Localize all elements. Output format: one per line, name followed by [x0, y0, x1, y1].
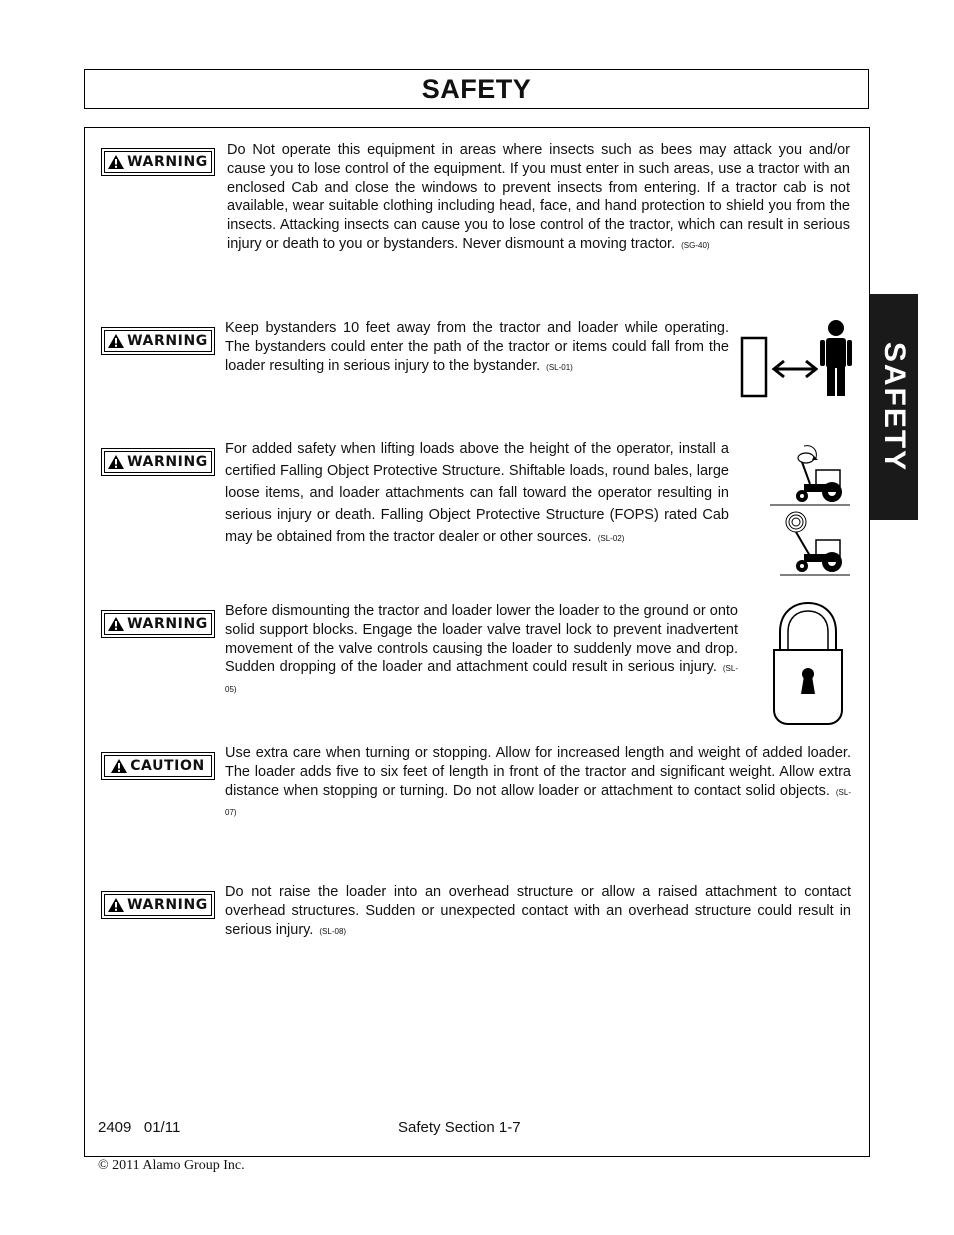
message-text: Before dismounting the tractor and loader lower the loader to the ground or onto solid support blocks. Engage the loader valve travel lock to prevent inadvertent movement of the valve controls causing the loader to suddenly move and drop. Sudden dropping of the loader and attachment could result in serious injury.: [225, 603, 738, 676]
doc-number: 2409 01/11: [98, 1119, 181, 1136]
page-number: Safety Section 1-7: [398, 1119, 521, 1136]
safety-message-sl08: [225, 883, 851, 941]
message-text: Do not raise the loader into an overhead structure or allow a raised attachment to contact overhead structures. Sudden or unexpected contact with an overhead structure could result in serious injury.: [225, 884, 851, 938]
signal-word: WARNING: [127, 616, 208, 632]
warning-badge: [101, 891, 215, 919]
message-code: (SL-05): [225, 664, 738, 695]
warning-badge: [101, 148, 215, 176]
safety-message-sl05: [225, 602, 738, 700]
safety-message-sl07: [225, 744, 851, 823]
message-code: (SL-07): [225, 787, 851, 818]
warning-triangle-icon: [108, 334, 124, 348]
warning-triangle-icon: [108, 617, 124, 631]
message-text: Keep bystanders 10 feet away from the tractor and loader while operating. The bystanders could enter the path of the tractor or items could fall from the loader resulting in serious injury to the bystander.: [225, 320, 729, 374]
safety-message-sl02: [225, 438, 729, 550]
falling-object-tractor-icon: [766, 438, 852, 578]
message-code: (SG-40): [681, 240, 710, 250]
warning-triangle-icon: [108, 455, 124, 469]
padlock-icon: [770, 600, 846, 728]
message-text: For added safety when lifting loads above the height of the operator, install a certified Falling Object Protective Structure. Shiftable loads, round bales, large loose items, and loader attachments can fall toward the operator resulting in serious injury or death. Falling Object Protective Structure (FOPS) rated Cab may be obtained from the tractor dealer or other sources.: [225, 441, 729, 545]
message-code: (SL-01): [546, 362, 573, 372]
message-code: (SL-08): [319, 926, 347, 936]
signal-word: CAUTION: [130, 758, 205, 774]
warning-triangle-icon: [108, 898, 124, 912]
safety-message-sl01: [225, 319, 729, 377]
safety-message-sg40: [227, 141, 850, 256]
signal-word: WARNING: [127, 454, 208, 470]
section-side-tab: [869, 294, 918, 520]
page-header: [84, 69, 869, 109]
signal-word: WARNING: [127, 333, 208, 349]
warning-badge: [101, 448, 215, 476]
caution-badge: [101, 752, 215, 780]
warning-triangle-icon: [111, 759, 127, 773]
warning-triangle-icon: [108, 155, 124, 169]
signal-word: WARNING: [127, 154, 208, 170]
warning-badge: [101, 610, 215, 638]
message-code: (SL-02): [597, 534, 625, 543]
signal-word: WARNING: [127, 897, 208, 913]
side-tab-label: SAFETY: [877, 341, 911, 473]
copyright-notice: © 2011 Alamo Group Inc.: [98, 1158, 245, 1173]
warning-badge: [101, 327, 215, 355]
message-text: Do Not operate this equipment in areas where insects such as bees may attack you and/or cause you to lose control of the equipment. If you must enter in such areas, use a tractor with an enclosed Cab and close the windows to prevent insects from entering. If a tractor cab is not available, wear suitable clothing including head, face, and hand protection to shield you from the insects. Attacking insects can cause you to lose control of the tractor, which can result in serious injury or death to you or bystanders. Never dismount a moving tractor.: [227, 142, 850, 252]
page-title: SAFETY: [421, 74, 532, 104]
message-text: Use extra care when turning or stopping. Allow for increased length and weight of added loader. The loader adds five to six feet of length in front of the tractor and significant weight. Allow extra distance when stopping or turning. Do not allow loader or attachment to contact solid objects.: [225, 745, 851, 799]
bystander-distance-icon: [738, 318, 856, 400]
